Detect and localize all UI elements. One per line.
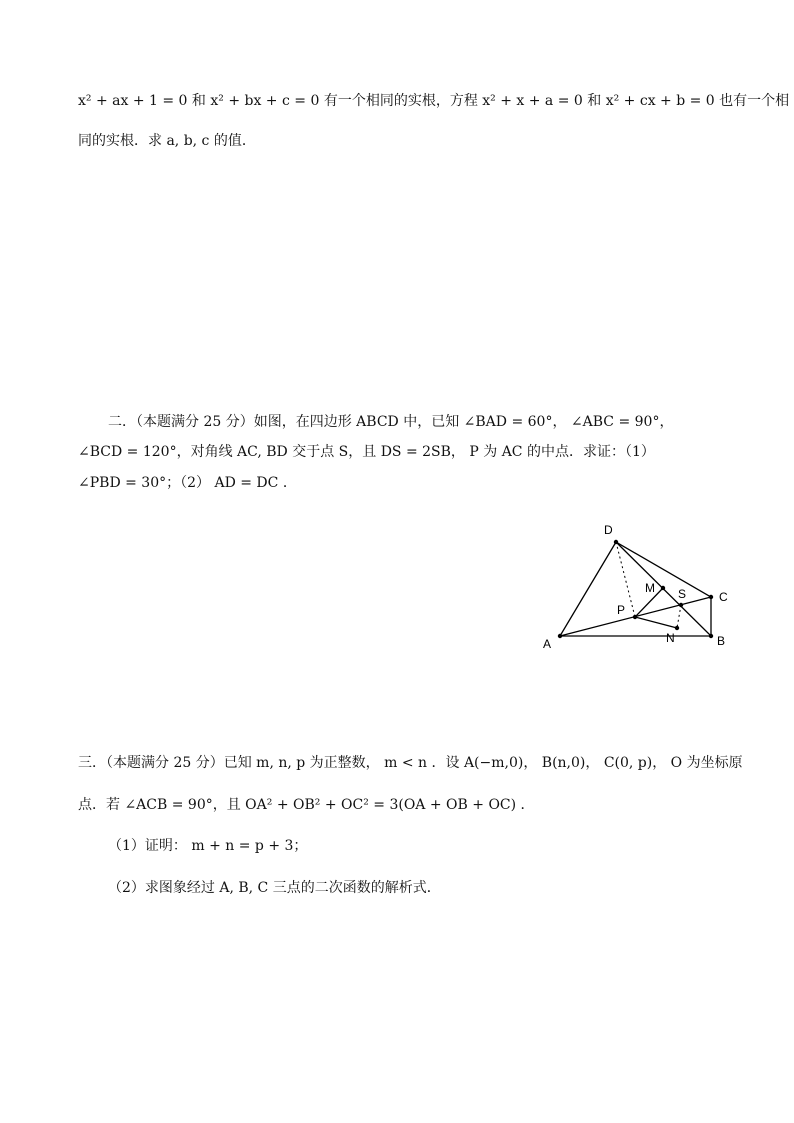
- label-B: B: [717, 634, 726, 648]
- problem-3-part-2: （2）求图象经过 A, B, C 三点的二次函数的解析式．: [108, 880, 441, 896]
- label-C: C: [719, 590, 728, 604]
- point-A: [558, 634, 562, 638]
- dotted-DP: [616, 542, 635, 617]
- point-P: [633, 615, 637, 619]
- label-P: P: [617, 603, 626, 617]
- point-B: [709, 634, 713, 638]
- point-D: [614, 540, 618, 544]
- label-D: D: [604, 523, 613, 537]
- problem-3-line-1: 三．（本题满分 25 分）已知 m, n, p 为正整数， m < n ．设 A(−m,0)， B(n,0)， C(0, p)， O 为坐标原: [78, 755, 743, 771]
- label-A: A: [543, 637, 552, 651]
- segment-DC: [616, 542, 711, 597]
- point-S: [679, 603, 683, 607]
- segment-AC: [560, 597, 711, 636]
- segment-PM: [635, 588, 663, 617]
- point-C: [709, 595, 713, 599]
- segment-AD: [560, 542, 616, 636]
- problem-2-line-1: 二．（本题满分 25 分）如图，在四边形 ABCD 中，已知 ∠BAD = 60°， ∠ABC = 90°，: [108, 414, 674, 430]
- label-N: N: [666, 631, 675, 645]
- label-S: S: [678, 587, 687, 601]
- problem-1-line-2: 同的实根．求 a, b, c 的值．: [78, 133, 256, 149]
- segment-DB: [616, 542, 711, 636]
- dotted-SN: [677, 605, 681, 628]
- segment-PN: [635, 617, 677, 628]
- point-M: [661, 586, 665, 590]
- problem-1-line-1: x² + ax + 1 = 0 和 x² + bx + c = 0 有一个相同的实根，方程 x² + x + a = 0 和 x² + cx + b = 0 也有一个相: [78, 93, 790, 109]
- problem-2-line-2: ∠BCD = 120°，对角线 AC, BD 交于点 S，且 DS = 2SB， P 为 AC 的中点．求证：（1）: [78, 444, 655, 460]
- label-M: M: [645, 581, 655, 595]
- problem-2-line-3: ∠PBD = 30°；（2） AD = DC ．: [78, 475, 297, 491]
- problem-3-line-2: 点．若 ∠ACB = 90°，且 OA² + OB² + OC² = 3(OA + OB + OC) ．: [78, 797, 535, 813]
- problem-3-part-1: （1）证明： m + n = p + 3；: [108, 838, 308, 854]
- point-N: [675, 626, 679, 630]
